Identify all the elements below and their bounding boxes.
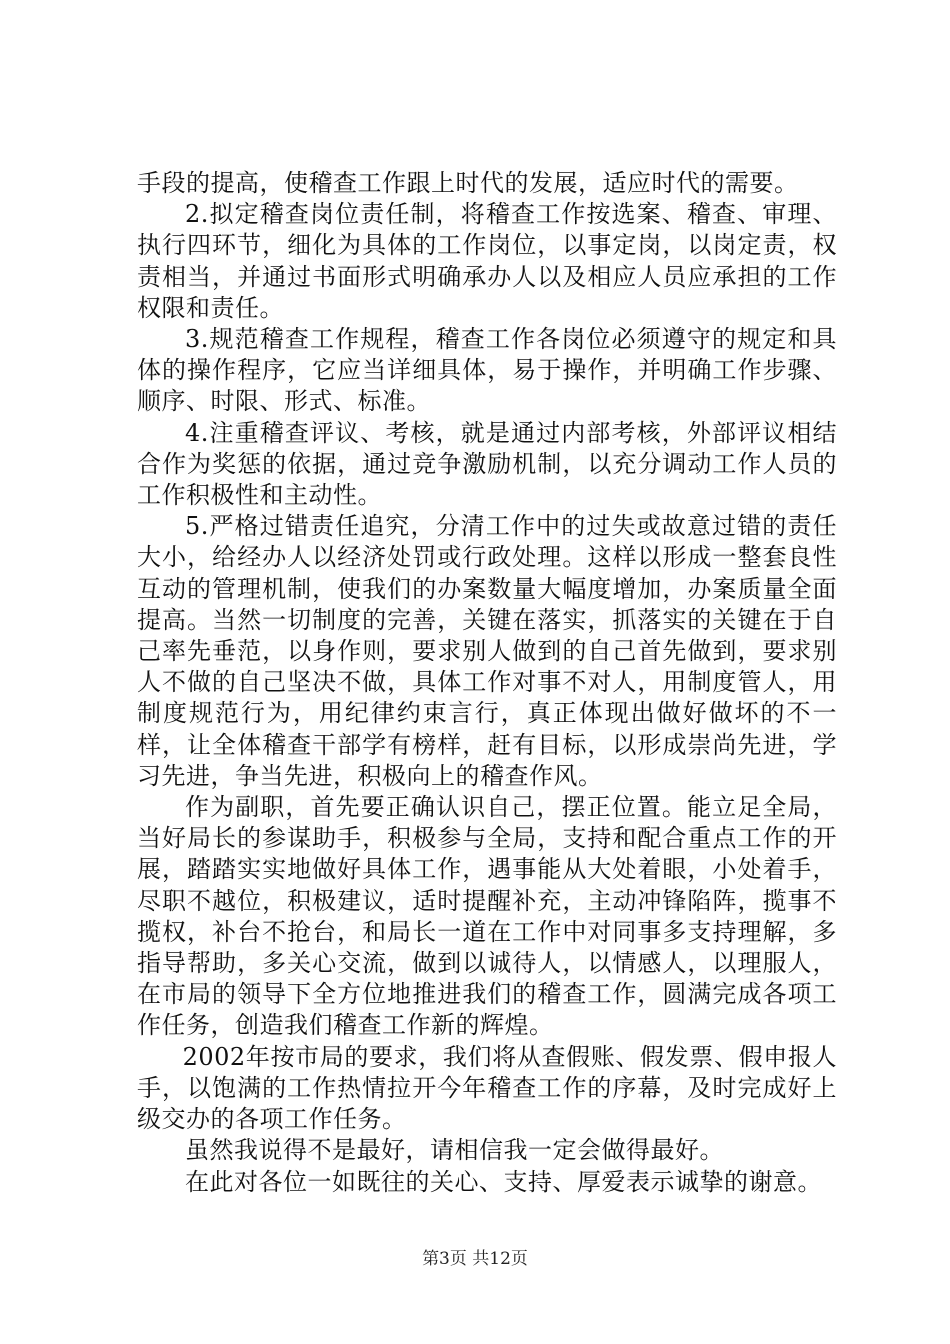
- paragraph-thanks: 在此对各位一如既往的关心、支持、厚爱表示诚挚的谢意。: [185, 1167, 822, 1196]
- paragraph-item-3: 3.规范稽查工作规程，稽查工作各岗位必须遵守的规定和具体的操作程序，它应当详细具体，易于操作，并明确工作步骤、顺序、时限、形式、标准。: [137, 325, 837, 416]
- page-number-footer: 第3页 共12页: [422, 1249, 528, 1269]
- paragraph-2002-plan: 2002年按市局的要求，我们将从查假账、假发票、假申报人手，以饱满的工作热情拉开今年稽查工作的序幕，及时完成好上级交办的各项工作任务。: [137, 1042, 837, 1134]
- paragraph-item-5: 5.严格过错责任追究，分清工作中的过失或故意过错的责任大小，给经办人以经济处罚或行政处理。这样以形成一整套良性互动的管理机制，使我们的办案数量大幅度增加，办案质量全面提高。当然一切制度的完善，关键在落实，抓落实的关键在于自己率先垂范，以身作则，要求别人做到的自己首先做到，要求别人不做的自己坚决不做，具体工作对事不对人，用制度管人，用制度规范行为，用纪律约束言行，真正体现出做好做坏的不一样，让全体稽查干部学有榜样，赶有目标，以形成崇尚先进，学习先进，争当先进，积极向上的稽查作风。: [137, 512, 837, 790]
- document-body: [137, 168, 837, 1198]
- paragraph-commitment: 虽然我说得不是最好，请相信我一定会做得最好。: [185, 1136, 724, 1165]
- paragraph-continuation: 手段的提高，使稽查工作跟上时代的发展，适应时代的需要。: [137, 169, 799, 197]
- paragraph-deputy-role: 作为副职，首先要正确认识自己，摆正位置。能立足全局，当好局长的参谋助手，积极参与全局，支持和配合重点工作的开展，踏踏实实地做好具体工作，遇事能从大处着眼，小处着手，尽职不越位，积极建议，适时提醒补充，主动冲锋陷阵，揽事不揽权，补台不抢台，和局长一道在工作中对同事多支持理解，多指导帮助，多关心交流，做到以诚待人，以情感人，以理服人，在市局的领导下全方位地推进我们的稽查工作，圆满完成各项工作任务，创造我们稽查工作新的辉煌。: [137, 793, 837, 1040]
- paragraph-item-4: 4.注重稽查评议、考核，就是通过内部考核，外部评议相结合作为奖惩的依据，通过竞争激励机制，以充分调动工作人员的工作积极性和主动性。: [137, 418, 837, 510]
- paragraph-item-2: 2.拟定稽查岗位责任制，将稽查工作按选案、稽查、审理、执行四环节，细化为具体的工作岗位，以事定岗，以岗定责，权责相当，并通过书面形式明确承办人以及相应人员应承担的工作权限和责任。: [137, 200, 837, 322]
